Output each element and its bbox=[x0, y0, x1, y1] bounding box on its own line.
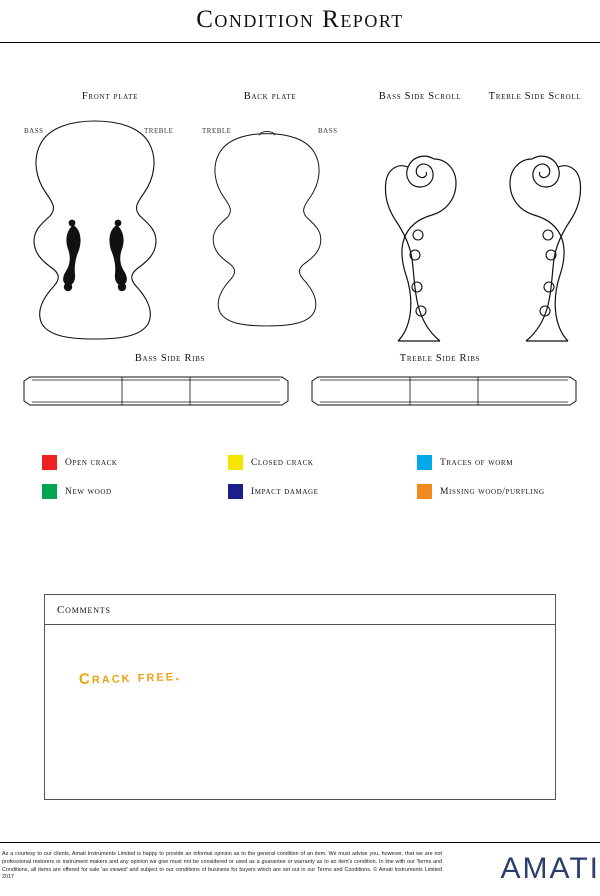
legend-swatch-closed-crack bbox=[228, 455, 243, 470]
amati-logo: AMATI bbox=[500, 852, 600, 885]
back-plate-treble-label: TREBLE bbox=[202, 127, 232, 135]
legend-label-open-crack: Open crack bbox=[65, 457, 118, 468]
back-plate-label: Back plate bbox=[243, 91, 297, 102]
legend-label-closed-crack: Closed crack bbox=[251, 457, 314, 468]
legend-swatch-open-crack bbox=[42, 455, 57, 470]
bass-scroll-label: Bass Side Scroll bbox=[378, 91, 462, 102]
bass-side-ribs-diagram[interactable] bbox=[22, 375, 290, 407]
comments-header-label: Comments bbox=[57, 603, 111, 616]
front-plate-treble-label: TREBLE bbox=[144, 127, 174, 135]
legend-label-impact-damage: Impact damage bbox=[251, 486, 319, 497]
treble-side-scroll-diagram[interactable] bbox=[490, 115, 594, 343]
page-title: Condition Report bbox=[196, 6, 404, 33]
damage-legend bbox=[0, 429, 600, 509]
front-plate-bass-label: BASS bbox=[24, 127, 44, 135]
comments-field[interactable] bbox=[45, 625, 555, 799]
document-header bbox=[0, 6, 600, 43]
footer-divider bbox=[0, 842, 600, 843]
treble-side-ribs-label: Treble Side Ribs bbox=[399, 353, 481, 364]
bass-side-scroll-diagram[interactable] bbox=[372, 115, 476, 343]
legend-item-traces-of-worm[interactable] bbox=[417, 455, 513, 470]
comments-header bbox=[45, 595, 555, 625]
instrument-diagrams bbox=[0, 43, 600, 343]
legend-swatch-missing-wood bbox=[417, 484, 432, 499]
legend-item-impact-damage[interactable] bbox=[228, 484, 319, 499]
legend-item-missing-wood[interactable] bbox=[417, 484, 545, 499]
comments-box bbox=[44, 594, 556, 800]
legend-label-new-wood: New wood bbox=[65, 486, 112, 497]
legend-item-new-wood[interactable] bbox=[42, 484, 112, 499]
back-plate-diagram[interactable] bbox=[192, 113, 342, 343]
legend-label-traces-of-worm: Traces of worm bbox=[440, 457, 514, 468]
legend-item-closed-crack[interactable] bbox=[228, 455, 314, 470]
front-plate-diagram[interactable] bbox=[10, 113, 180, 343]
ribs-diagrams bbox=[0, 343, 600, 423]
comments-handwritten-value: Crack free. bbox=[78, 667, 182, 688]
treble-scroll-label: Treble Side Scroll bbox=[488, 91, 582, 102]
bass-side-ribs-label: Bass Side Ribs bbox=[134, 353, 206, 364]
footer-disclaimer: As a courtesy to our clients, Amati Instruments Limited is happy to provide an informal opinion as to the general condition of an item. We must advise you, however, that we are not professional restorers or instrument makers and any opinion we give must not be considered or used as a guarantee or warranty as to an item's condition. In line with our Terms and Conditions, all items are offered for sale 'as viewed' and subject to our conditions of business for buyers which are set out in our Terms and Conditions. © Amati Instruments Limited 2017 bbox=[2, 851, 442, 881]
back-plate-bass-label: BASS bbox=[318, 127, 338, 135]
front-plate-label: Front plate bbox=[81, 91, 139, 102]
legend-label-missing-wood: Missing wood/purfling bbox=[440, 486, 545, 497]
legend-item-open-crack[interactable] bbox=[42, 455, 118, 470]
legend-swatch-impact-damage bbox=[228, 484, 243, 499]
treble-side-ribs-diagram[interactable] bbox=[310, 375, 578, 407]
legend-swatch-traces-of-worm bbox=[417, 455, 432, 470]
legend-swatch-new-wood bbox=[42, 484, 57, 499]
